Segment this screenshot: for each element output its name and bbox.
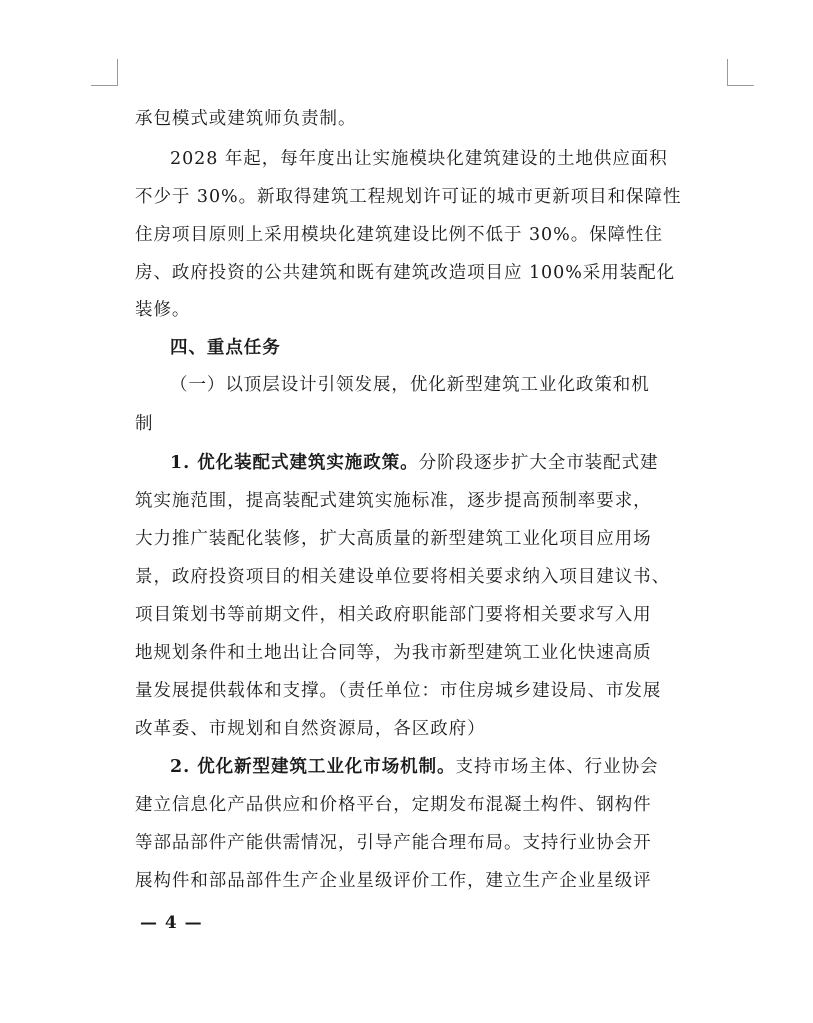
body-text: 大力推广装配化装修，扩大高质量的新型建筑工业化项目应用场 [135,529,652,549]
text-line [135,869,652,893]
bold-heading-text: 2. 优化新型建筑工业化市场机制。 [170,757,456,777]
text-line [170,755,658,779]
body-text: 景，政府投资项目的相关建设单位要将相关要求纳入项目建议书、 [135,567,671,587]
text-line [135,489,652,513]
body-text: 2028 年起，每年度出让实施模块化建筑建设的土地供应面积 [170,149,668,169]
text-line [135,603,652,627]
text-line [135,565,670,589]
bold-heading-text: 1. 优化装配式建筑实施政策。 [170,453,419,473]
bold-heading-text: 四、重点任务 [170,338,281,358]
text-line [135,107,356,131]
body-text: 筑实施范围，提高装配式建筑实施标准，逐步提高预制率要求， [135,491,652,511]
text-line [135,527,652,551]
body-text: 量发展提供载体和支撑。（责任单位：市住房城乡建设局、市发展 [135,681,662,701]
body-text: 承包模式或建筑师负责制。 [135,109,357,129]
body-text: 地规划条件和土地出让合同等，为我市新型建筑工业化快速高质 [135,643,652,663]
text-line [135,298,190,322]
text-line [170,373,650,397]
text-line [135,717,486,741]
body-text: 住房项目原则上采用模块化建筑建设比例不低于 30%。保障性住 [135,225,663,245]
text-line [135,185,681,209]
text-line [135,412,153,436]
text-line [135,261,675,285]
crop-mark-top-right [727,59,754,86]
body-text: 制 [135,414,154,434]
body-text: 改革委、市规划和自然资源局，各区政府） [135,719,486,739]
body-text: 分阶段逐步扩大全市装配式建 [418,453,659,473]
text-line [135,793,652,817]
body-text: 装修。 [135,300,191,320]
body-text: 建立信息化产品供应和价格平台，定期发布混凝土构件、钢构件 [135,795,652,815]
body-text: 展构件和部品部件生产企业星级评价工作，建立生产企业星级评 [135,871,652,891]
crop-mark-top-left [91,59,118,86]
text-line [135,223,663,247]
text-line [170,336,281,360]
text-line [135,831,652,855]
text-line [135,679,661,703]
page-number: — 4 — [140,913,203,933]
text-line [135,641,652,665]
text-line [170,147,668,171]
body-text: 项目策划书等前期文件，相关政府职能部门要将相关要求写入用 [135,605,652,625]
body-text: 房、政府投资的公共建筑和既有建筑改造项目应 100%采用装配化 [135,263,676,283]
body-text: 不少于 30%。新取得建筑工程规划许可证的城市更新项目和保障性 [135,187,682,207]
text-line [170,451,658,475]
body-text: （一）以顶层设计引领发展，优化新型建筑工业化政策和机 [170,375,650,395]
body-text: 等部品部件产能供需情况，引导产能合理布局。支持行业协会开 [135,833,652,853]
body-text: 支持市场主体、行业协会 [455,757,659,777]
